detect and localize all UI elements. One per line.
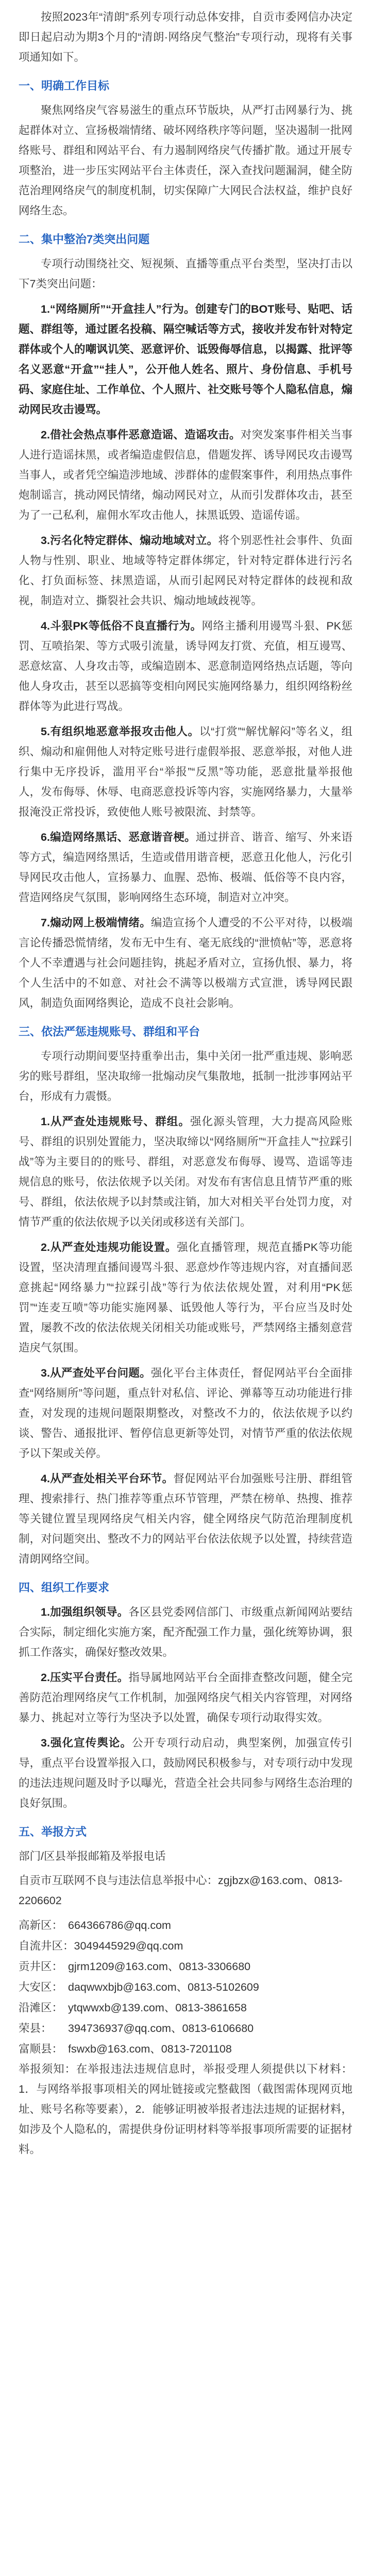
- section4-item: [19, 1668, 352, 1728]
- section4-item-text: 指导属地网站平台全面排查整改问题，健全完善防范治理网络戾气工作机制，加强网络戾气相关内容管理，对网络暴力、挑起对立等行为坚决予以处置，确保专项行动取得实效。: [19, 1671, 352, 1724]
- section2-item-text: 对突发案事件相关当事人进行造谣抹黑，或者编造虚假信息，借题发挥、诱导网民攻击谩骂当事人，或者凭空编造涉地域、涉群体的虚假案事件，利用热点事件炮制谣言，挑动网民情绪，煽动网民对立，从而引发群体攻击，甚至为了一己私利，雇佣水军攻击他人，抹黑诋毁、造谣传谣。: [19, 429, 352, 521]
- contact-district: 沿滩区：: [19, 2002, 63, 2014]
- section2-item-heading: 1.“网络厕所”“开盒挂人”行为。创建专门的BOT账号、贴吧、话题、群组等，通过匿名投稿、隔空喊话等方式，接收并发布针对特定群体或个人的嘲讽讥笑、恶意评价、诋毁侮辱信息，以揭露、批评等名义恶意“开盒”“挂人”，公开他人姓名、照片、身份信息、手机号码、家庭住址、工作单位、个人照片、社交账号等个人隐私信息，煽动网民攻击谩骂。: [19, 303, 352, 416]
- report-note: 举报须知：在举报违法违规信息时，举报受理人须提供以下材料：1．与网络举报事项相关的网址链接或完整截图（截图需体现网页地址、账号名称等要素），2．能够证明被举报者违法违规的证据材料，如涉及个人隐私的，需提供身份证明材料等举报事项所需要的证据材料。: [19, 2063, 352, 2156]
- section3-item-heading: 2.从严查处违规功能设置。: [41, 1241, 177, 1253]
- contact-email-phone[interactable]: 664366786@qq.com: [68, 1919, 171, 1931]
- section4-item-heading: 2.压实平台责任。: [41, 1671, 129, 1684]
- section2-item: [19, 913, 352, 1013]
- section2-item: [19, 531, 352, 611]
- contact-line: [19, 1997, 352, 2018]
- section2-item-text: 将个别恶性社会事件、负面人物与性别、职业、地域等特定群体绑定，针对特定群体进行污名化、打负面标签、抹黑造谣，从而引起网民对特定群体的歧视和敌视，制造对立、撕裂社会共识、煽动地域歧视等。: [19, 534, 352, 607]
- section1-title: 一、明确工作目标: [19, 79, 110, 92]
- section2-item-text: 以“打赏”“解忧解闷”等名义，组织、煽动和雇佣他人对特定账号进行虚假举报、恶意举报，对他人进行集中无序投诉，滥用平台“举报”“反黑”等功能，恶意批量举报他人，发布侮辱、休辱、电商恶意投诉等内容，实施网络暴力，大量举报淹没正常投诉，致使他人账号被限流、封禁等。: [19, 725, 353, 818]
- contact-district: 贡井区：: [19, 1960, 63, 1973]
- section4-title: 四、组织工作要求: [19, 1581, 110, 1594]
- section2-item: [19, 616, 352, 717]
- section2-item-text: 网络主播利用谩骂斗狠、PK惩罚、互喷掐架、等方式吸引流量，诱导网友打赏、充值，相互谩骂、恶意炫富、人身攻击等，或编造剧本、恶意制造网络热点话题，等向他人身攻击，甚至以恶搞等变相向网民实施网络暴力，组织网络粉丝群体等为此进行骂战。: [19, 620, 352, 713]
- section2-item-heading: 5.有组织地恶意举报攻击他人。: [41, 725, 199, 738]
- section3-item-text: 强化平台主体责任，督促网站平台全面排查“网络厕所”等问题，重点针对私信、评论、弹幕等互动功能进行排查，对发现的违规问题限期整改，对整改不力的，依法依规予以约谈、警告、通报批评、暂停信息更新等处罚，对情节严重的依法依规予以下架或关停。: [19, 1367, 352, 1460]
- contact-email-phone[interactable]: daqwwxbjb@163.com、0813-5102609: [68, 1981, 259, 1993]
- report-lead: 部门/区县举报邮箱及举报电话: [19, 1850, 166, 1862]
- section3-item-heading: 4.从严查处相关平台环节。: [41, 1472, 174, 1485]
- section2-item-heading: 7.煽动网上极端情绪。: [41, 917, 151, 929]
- section4-item-text: 各区县党委网信部门、市级重点新闻网站要结合实际，制定细化实施方案，配齐配强工作力量，强化统筹协调，狠抓工作落实，确保好整改效果。: [19, 1606, 352, 1658]
- section2-item-heading: 2.借社会热点事件恶意造谣、造谣攻击。: [41, 429, 241, 441]
- section3-item: [19, 1363, 352, 1464]
- contact-district: 富顺县：: [19, 2043, 63, 2055]
- contact-line: [19, 1977, 352, 1997]
- contact-email-phone[interactable]: 394736937@qq.com、0813-6106680: [68, 2022, 254, 2035]
- section2-item-heading: 3.污名化特定群体、煽动地域对立。: [41, 534, 218, 547]
- section1-body: 聚焦网络戾气容易滋生的重点环节版块，从严打击网暴行为、挑起群体对立、宣扬极端情绪、破坏网络秩序等问题，坚决遏制一批网络账号、群组和网站平台、有力遏制网络戾气传播扩散。通过开展专项整治，进一步压实网站平台主体责任，深入查找问题漏洞，健全防范治理网络戾气的制度机制，切实保障广大网民合法权益，维护良好网络生态。: [19, 104, 352, 217]
- section2-item-text: 通过拼音、谐音、缩写、外来语等方式，编造网络黑话，生造或借用谐音梗，恶意丑化他人，污化引导网民攻击他人，宣扬暴力、血腥、恐怖、极端、低俗等不良内容，营造网络戾气氛围，影响网络生态环境，制造对立冲突。: [19, 831, 352, 904]
- contact-district: 荣县：: [19, 2022, 52, 2035]
- contact-line: [19, 1915, 352, 1936]
- section3-item-text: 督促网站平台加强账号注册、群组管理、搜索排行、热门推荐等重点环节管理，严禁在榜单、热搜、推荐等关键位置呈现网络戾气相关内容，健全网络戾气防范治理制度机制，对问题突出、整改不力的网站平台依法依规予以处置，持续营造清朗网络空间。: [19, 1472, 352, 1565]
- section2-item: [19, 299, 352, 420]
- section2-item: [19, 425, 352, 526]
- contact-district: 高新区：: [19, 1919, 63, 1931]
- intro-paragraph: 按照2023年“清朗”系列专项行动总体安排，自贡市委网信办决定即日起启动为期3个月的“清朗·网络戾气整治”专项行动，现将有关事项通知如下。: [19, 11, 352, 63]
- contact-email-phone[interactable]: ytqwwxb@139.com、0813-3861658: [68, 2002, 247, 2014]
- section2-item: [19, 722, 352, 822]
- contact-district: 自流井区：: [19, 1940, 74, 1952]
- section4-item-heading: 1.加强组织领导。: [41, 1606, 129, 1618]
- section3-items: [19, 1112, 352, 1569]
- section2-item-heading: 6.编造网络黑话、恶意谐音梗。: [41, 831, 196, 843]
- contact-line: [19, 1956, 352, 1977]
- section2-lead: 专项行动围绕社交、短视频、直播等重点平台类型，坚决打击以下7类突出问题：: [19, 258, 352, 290]
- section2-item-text: 编造宣扬个人遭受的不公平对待，以极端言论传播恐慌情绪，发布无中生有、毫无底线的“泄愤帖”等，恶意将个人不幸遭遇与社会问题挂钩，挑起矛盾对立，宣扬仇恨、暴力，将个人生活中的不如意、对社会不满等以极端方式宣泄，诱导网民跟风，制造负面网络舆论，造成不良社会影响。: [19, 917, 352, 1009]
- contact-line: [19, 1936, 352, 1956]
- contact-email-phone[interactable]: 3049445929@qq.com: [74, 1940, 183, 1952]
- section3-title: 三、依法严惩违规账号、群组和平台: [19, 1025, 200, 1038]
- section2-title: 二、集中整治7类突出问题: [19, 233, 150, 246]
- section2-item: [19, 827, 352, 908]
- section3-item-text: 强化源头管理，大力提高风险账号、群组的识别处置能力，坚决取缔以“网络厕所”“开盒挂人”“拉踩引战”等为主要目的的账号、群组，对恶意发布侮辱、谩骂、造谣等违规信息的账号，依法依规予以关闭。对发布有害信息且情节严重的账号、群组，依法依规予以封禁或注销，加大对相关平台处罚力度，对情节严重的依法依规予以关闭或移送有关部门。: [19, 1115, 352, 1228]
- section2-item-heading: 4.斗狠PK等低俗不良直播行为。: [41, 620, 202, 632]
- contact-email-phone[interactable]: gjrm1209@163.com、0813-3306680: [68, 1960, 251, 1973]
- section3-item: [19, 1469, 352, 1569]
- section3-item: [19, 1238, 352, 1358]
- contact-district: 大安区：: [19, 1981, 63, 1993]
- section4-item: [19, 1733, 352, 1814]
- section3-item: [19, 1112, 352, 1232]
- section3-item-text: 强化直播管理，规范直播PK等功能设置，坚决清理直播间谩骂斗狠、恶意炒作等违规内容，对直播间恶意挑起“网络暴力”“拉踩引战”等行为依法依规处置，对利用“PK惩罚”“连麦互喷”等功能实施网暴、诋毁他人等行为，平台应当及时处置，屡教不改的依法依规关闭相关功能或账号，严禁网络主播刻意营造戾气氛围。: [19, 1241, 353, 1354]
- section4-items: [19, 1602, 352, 1814]
- section5-title: 五、举报方式: [19, 1825, 87, 1838]
- city-report-center: 自贡市互联网不良与违法信息举报中心：zgjbzx@163.com、0813-2206602: [19, 1874, 343, 1907]
- contact-line: [19, 2039, 352, 2059]
- section3-lead: 专项行动期间要坚持重拳出击，集中关闭一批严重违规、影响恶劣的账号群组，坚决取缔一批煽动戾气集散地，抵制一批涉事网站平台，形成有力震慑。: [19, 1050, 352, 1103]
- section4-item-heading: 3.强化宣传舆论。: [41, 1737, 132, 1749]
- section4-item: [19, 1602, 352, 1663]
- section4-item-text: 公开专项行动启动，典型案例，加强宣传引导，重点平台设置举报入口，鼓励网民积极参与，对专项行动中发现的违法违规问题及时予以曝光，营造全社会共同参与网络生态治理的良好氛围。: [19, 1737, 352, 1809]
- report-contacts: [19, 1915, 352, 2059]
- section2-items: [19, 299, 352, 1013]
- contact-email-phone[interactable]: fswxb@163.com、0813-7201108: [68, 2043, 232, 2055]
- section3-item-heading: 3.从严查处平台问题。: [41, 1367, 151, 1379]
- contact-line: [19, 2018, 352, 2039]
- section3-item-heading: 1.从严查处违规账号、群组。: [41, 1115, 190, 1128]
